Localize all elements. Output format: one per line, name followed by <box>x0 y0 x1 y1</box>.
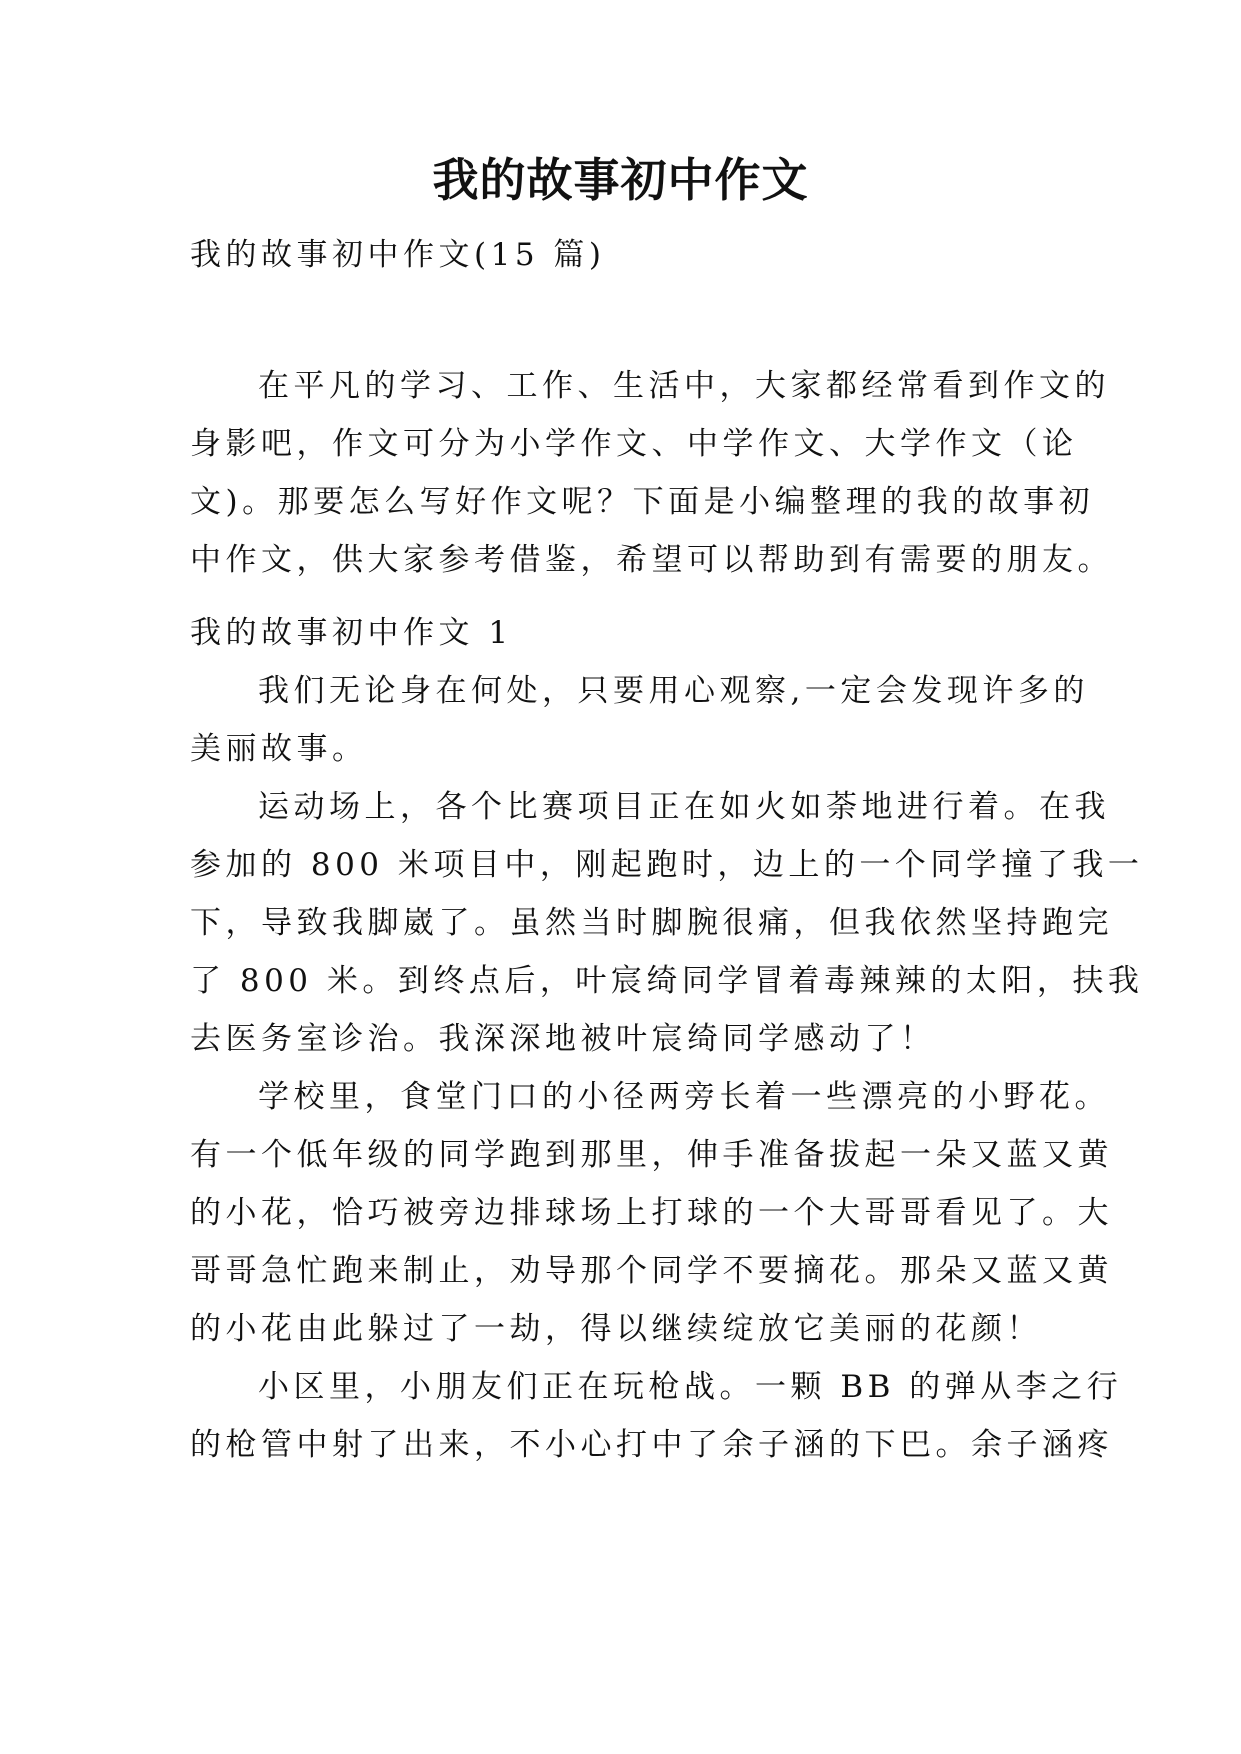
essay-body <box>190 604 1144 1474</box>
paragraph-line: 学校里，食堂门口的小径两旁长着一些漂亮的小野花。 <box>258 1079 1110 1115</box>
paragraph-line: 去医务室诊治。我深深地被叶宸绮同学感动了！ <box>190 1021 936 1057</box>
paragraph-line: 的枪管中射了出来，不小心打中了余子涵的下巴。余子涵疼 <box>190 1427 1113 1463</box>
document-subtitle <box>190 226 1060 284</box>
paragraph-line: 中作文，供大家参考借鉴，希望可以帮助到有需要的朋友。 <box>190 542 1113 578</box>
paragraph-line: 有一个低年级的同学跑到那里，伸手准备拔起一朵又蓝又黄 <box>190 1137 1113 1173</box>
intro-paragraph <box>190 357 1113 589</box>
paragraph-line: 的小花，恰巧被旁边排球场上打球的一个大哥哥看见了。大 <box>190 1195 1113 1231</box>
paragraph-line: 我们无论身在何处，只要用心观察,一定会发现许多的 <box>258 673 1089 709</box>
paragraph-line: 小区里，小朋友们正在玩枪战。一颗 BB 的弹从李之行 <box>258 1369 1123 1405</box>
paragraph-line: 身影吧，作文可分为小学作文、中学作文、大学作文（论 <box>190 426 1078 462</box>
paragraph-line: 哥哥急忙跑来制止，劝导那个同学不要摘花。那朵又蓝又黄 <box>190 1253 1113 1289</box>
paragraph-line: 的小花由此躲过了一劫，得以继续绽放它美丽的花颜！ <box>190 1311 1042 1347</box>
paragraph-line: 美丽故事。 <box>190 731 368 767</box>
paragraph-line: 运动场上，各个比赛项目正在如火如荼地进行着。在我 <box>258 789 1110 825</box>
section-heading: 我的故事初中作文 1 <box>190 615 513 651</box>
paragraph-line: 下，导致我脚崴了。虽然当时脚腕很痛，但我依然坚持跑完 <box>190 905 1113 941</box>
paragraph-line: 参加的 800 米项目中，刚起跑时，边上的一个同学撞了我一 <box>190 847 1144 883</box>
paragraph-line: 在平凡的学习、工作、生活中，大家都经常看到作文的 <box>258 368 1110 404</box>
document-title: 我的故事初中作文 <box>432 153 809 207</box>
paragraph-line: 文)。那要怎么写好作文呢？下面是小编整理的我的故事初 <box>190 484 1095 520</box>
subtitle-line: 我的故事初中作文(15 篇) <box>190 237 606 273</box>
paragraph-line: 了 800 米。到终点后，叶宸绮同学冒着毒辣辣的太阳，扶我 <box>190 963 1144 999</box>
